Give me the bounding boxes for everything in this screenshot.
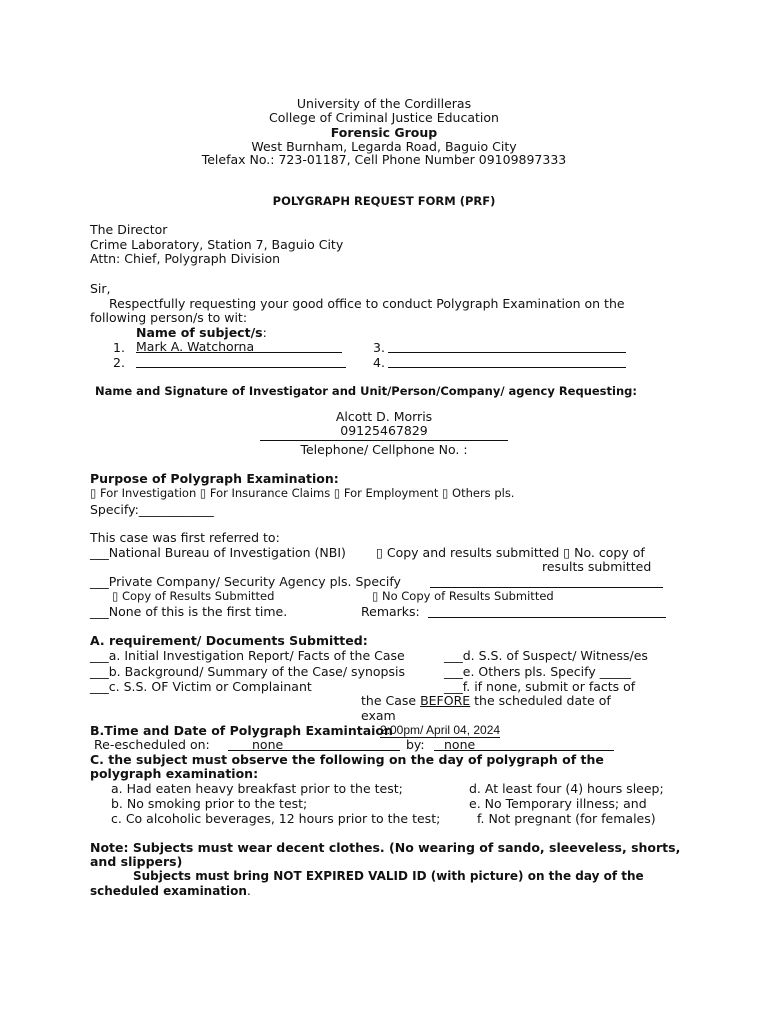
requirement-c[interactable]: ___c. S.S. OF Victim or Complainant [90, 679, 312, 694]
subject-number-4: 4. [373, 355, 385, 370]
phone-label: Telephone/ Cellphone No. : [300, 442, 468, 457]
subject-number-2: 2. [113, 355, 125, 370]
requirement-f[interactable]: ___f. if none, submit or facts of [444, 679, 636, 694]
observe-item-d: d. At least four (4) hours sleep; [469, 781, 664, 796]
referral-private-company[interactable]: ___Private Company/ Security Agency pls. Specify [90, 574, 401, 589]
requirements-heading: A. requirement/ Documents Submitted: [90, 633, 368, 648]
observe-item-c: c. Co alcoholic beverages, 12 hours prior to the test; [111, 811, 441, 826]
referral-nbi[interactable]: ___National Bureau of Investigation (NBI) [90, 545, 346, 560]
investigator-name[interactable]: Alcott D. Morris [335, 409, 433, 424]
subject-3-underline [388, 352, 626, 353]
subjects-heading [136, 325, 267, 340]
request-text-line2: following person/s to wit: [90, 310, 248, 325]
subject-number-1: 1. [113, 340, 125, 355]
group-name: Forensic Group [330, 125, 438, 140]
requirement-f-pre: the Case [361, 693, 421, 708]
college-name: College of Criminal Justice Education [269, 110, 499, 125]
referral-nbi-copy[interactable]: ▯ Copy and results submitted ▯ No. copy of [376, 545, 645, 560]
schedule-heading: B.Time and Date of Polygraph Examintaion [90, 723, 393, 738]
subject-number-3: 3. [373, 340, 385, 355]
private-specify-line [430, 587, 663, 588]
investigator-signature-line [260, 440, 508, 441]
no-copy-results-submitted[interactable]: ▯ No Copy of Results Submitted [372, 589, 554, 603]
rescheduled-by-value[interactable]: none [444, 737, 476, 752]
subjects-colon: : [262, 325, 267, 340]
requirement-e[interactable]: ___e. Others pls. Specify _____ [444, 664, 631, 679]
observe-item-e: e. No Temporary illness; and [469, 796, 647, 811]
address: West Burnham, Legarda Road, Baguio City [251, 139, 517, 154]
purpose-specify[interactable]: Specify:____________ [90, 502, 214, 517]
purpose-heading: Purpose of Polygraph Examination: [90, 471, 339, 486]
subject-1-underline [136, 352, 342, 353]
rescheduled-by-label: by: [406, 737, 425, 752]
note-line4-period: . [246, 884, 251, 898]
observe-item-b: b. No smoking prior to the test; [111, 796, 308, 811]
referral-intro: This case was first referred to: [90, 530, 280, 545]
addressee-director: The Director [90, 222, 168, 237]
requirement-a[interactable]: ___a. Initial Investigation Report/ Facts of the Case [90, 648, 405, 663]
note-line4 [90, 884, 251, 898]
university-name: University of the Cordilleras [296, 96, 472, 111]
salutation: Sir, [90, 281, 111, 296]
observe-heading-line2: polygraph examination: [90, 766, 259, 781]
schedule-datetime: 2:00pm/ April 04, 2024 [380, 723, 501, 737]
contact-numbers: Telefax No.: 723-01187, Cell Phone Number 09109897333 [201, 152, 567, 167]
requirement-f-exam: exam [361, 708, 396, 723]
observe-item-f: f. Not pregnant (for females) [477, 811, 656, 826]
purpose-options[interactable]: ▯ For Investigation ▯ For Insurance Claims ▯ For Employment ▯ Others pls. [90, 486, 515, 500]
requirement-f-post: the scheduled date of [470, 693, 611, 708]
note-line2: and slippers) [90, 854, 183, 869]
reschedule-value[interactable]: none [252, 737, 284, 752]
remarks-line[interactable] [428, 617, 666, 618]
investigator-heading: Name and Signature of Investigator and Unit/Person/Company/ agency Requesting: [95, 384, 637, 398]
note-line4-text: scheduled examination [90, 884, 247, 898]
reschedule-label: Re-escheduled on: [94, 737, 210, 752]
observe-heading-line1: C. the subject must observe the following on the day of polygraph of the [90, 752, 604, 767]
subjects-label: Name of subject/s [136, 325, 263, 340]
referral-nbi-copy-cont: results submitted [542, 559, 652, 574]
addressee-attention: Attn: Chief, Polygraph Division [90, 251, 281, 266]
note-line1: Note: Subjects must wear decent clothes. (No wearing of sando, sleeveless, shorts, [90, 840, 681, 855]
addressee-laboratory: Crime Laboratory, Station 7, Baguio City [90, 237, 344, 252]
subject-2-underline [136, 367, 346, 368]
form-title: POLYGRAPH REQUEST FORM (PRF) [272, 194, 496, 208]
subject-name-1[interactable]: Mark A. Watchorna [136, 339, 255, 354]
requirement-f-before: BEFORE [420, 693, 471, 708]
requirement-d[interactable]: ___d. S.S. of Suspect/ Witness/es [444, 648, 648, 663]
investigator-phone[interactable]: 09125467829 [340, 423, 428, 438]
requirement-b[interactable]: ___b. Background/ Summary of the Case/ synopsis [90, 664, 405, 679]
requirement-f-cont [361, 693, 611, 708]
observe-item-a: a. Had eaten heavy breakfast prior to the test; [111, 781, 403, 796]
referral-none[interactable]: ___None of this is the first time. [90, 604, 288, 619]
schedule-value[interactable] [380, 723, 500, 738]
copy-results-submitted[interactable]: ▯ Copy of Results Submitted [112, 589, 275, 603]
note-line3: Subjects must bring NOT EXPIRED VALID ID (with picture) on the day of the [133, 869, 644, 883]
request-text-line1: Respectfully requesting your good office to conduct Polygraph Examination on the [109, 296, 625, 311]
remarks-label: Remarks: [361, 604, 420, 619]
subject-4-underline [388, 367, 626, 368]
